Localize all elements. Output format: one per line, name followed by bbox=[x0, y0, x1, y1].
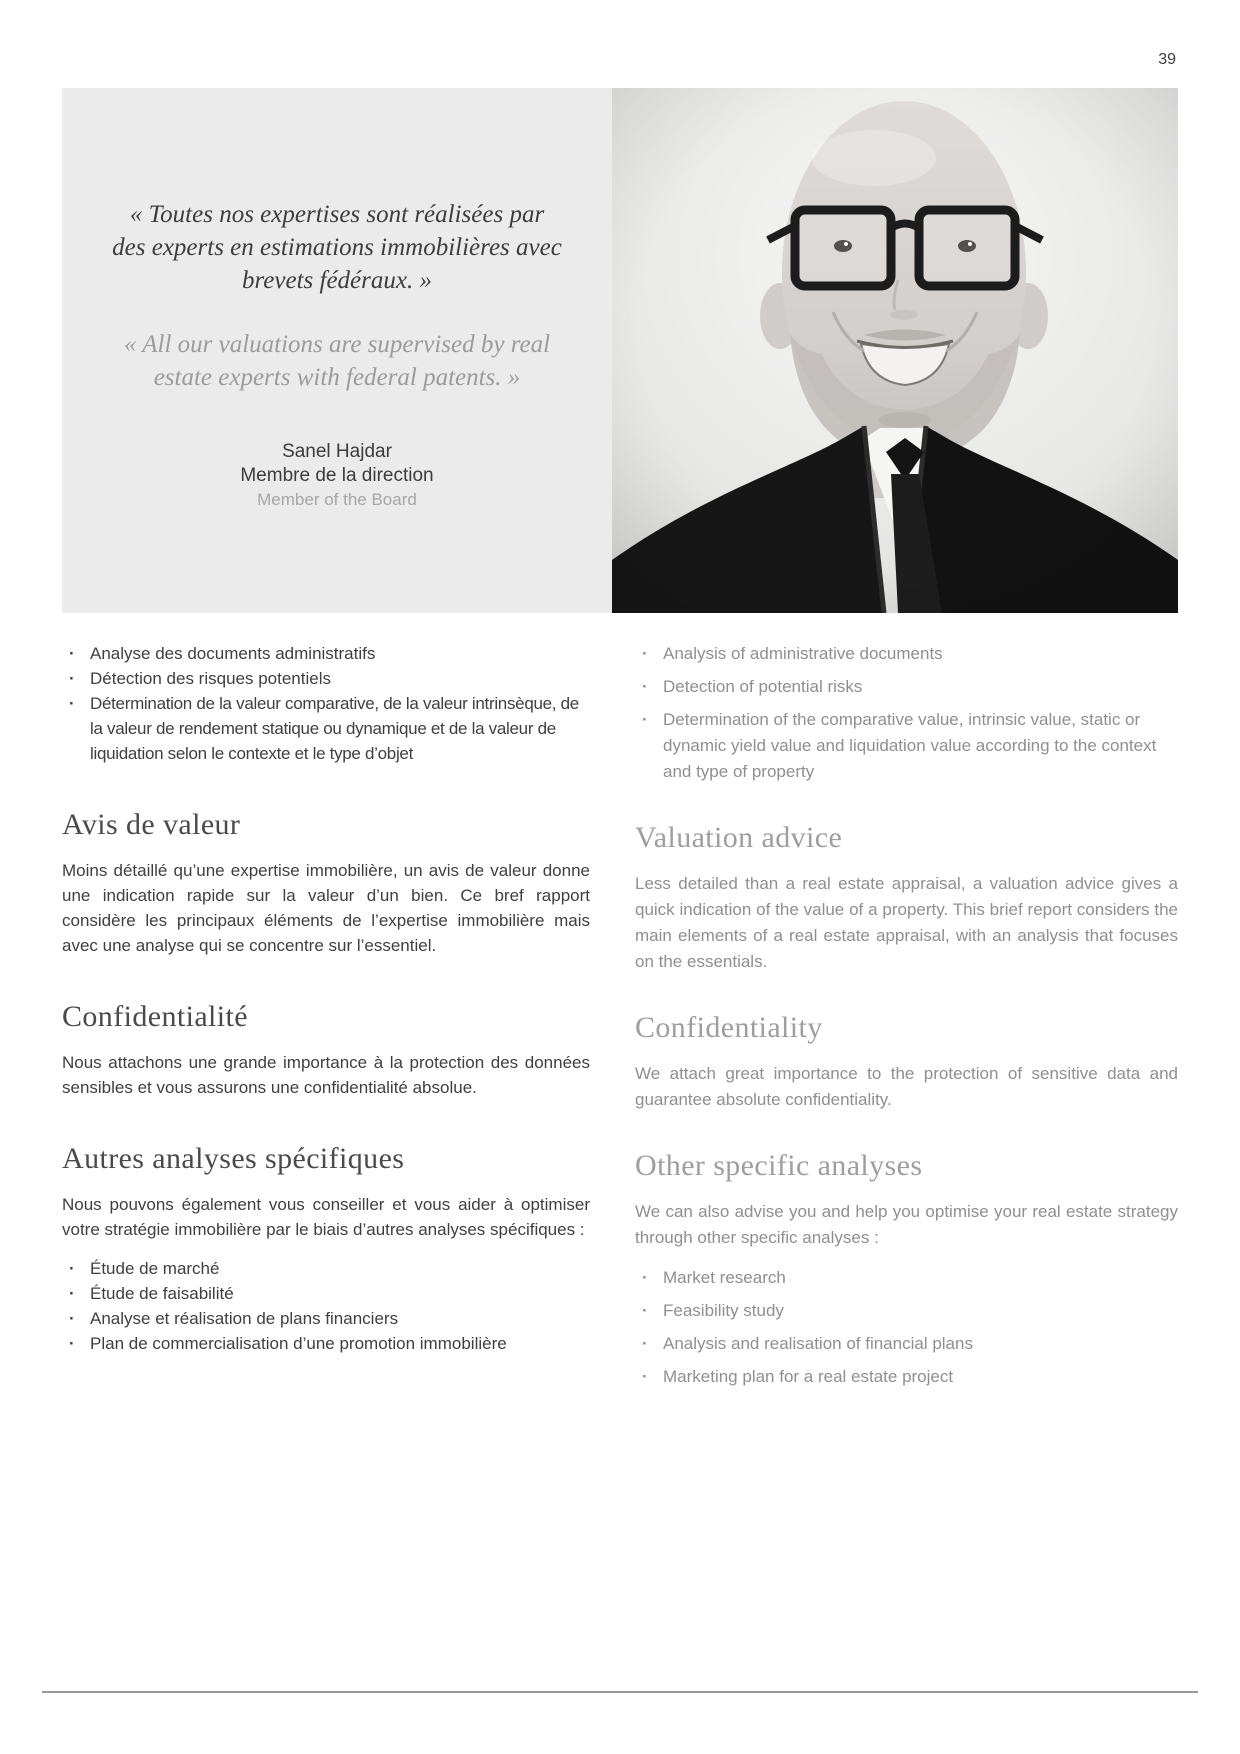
paragraph-valuation-advice: Less detailed than a real estate appraisal, a valuation advice gives a quick indication of the value of a property. This brief report considers the main elements of a real estate appraisal, with an analysis that focuses on the essentials. bbox=[635, 874, 1178, 971]
column-english bbox=[635, 641, 1178, 1397]
heading-other-specific-analyses: Other specific analyses bbox=[635, 1149, 923, 1182]
list-item: · Detection of potential risks bbox=[635, 674, 1178, 700]
list-item: · Détermination de la valeur comparative, de la valeur intrinsèque, de la valeur de rendement statique ou dynamique et de la valeur de liquidation selon le contexte et le type d’objet bbox=[62, 691, 590, 766]
list-item: · Détection des risques potentiels bbox=[62, 666, 590, 691]
intro-bullets-english bbox=[635, 641, 1178, 785]
list-item: · Marketing plan for a real estate project bbox=[635, 1364, 1178, 1390]
person-name: Sanel Hajdar bbox=[282, 441, 392, 462]
intro-bullets-french bbox=[62, 641, 590, 766]
list-item: · Feasibility study bbox=[635, 1298, 1178, 1324]
hero-quote-panel bbox=[62, 88, 612, 613]
content-columns bbox=[62, 641, 1178, 1397]
list-item: · Analysis of administrative documents bbox=[635, 641, 1178, 667]
quote-english: « All our valuations are supervised by real estate experts with federal patents. » bbox=[123, 331, 551, 391]
list-item: · Determination of the comparative value, intrinsic value, static or dynamic yield value and liquidation value according to the context and type of property bbox=[635, 707, 1178, 785]
person-block bbox=[240, 440, 433, 511]
list-item: · Analyse des documents administratifs bbox=[62, 641, 590, 666]
bullets-autres-analyses bbox=[62, 1256, 590, 1356]
list-item: · Étude de marché bbox=[62, 1256, 590, 1281]
list-item: · Analyse et réalisation de plans financiers bbox=[62, 1306, 590, 1331]
paragraph-confidentialite: Nous attachons une grande importance à la protection des données sensibles et vous assurons une confidentialité absolue. bbox=[62, 1053, 590, 1097]
hero-band bbox=[62, 88, 1178, 613]
person-role-english: Member of the Board bbox=[257, 490, 417, 509]
list-item: · Market research bbox=[635, 1265, 1178, 1291]
quote-french: « Toutes nos expertises sont réalisées par des experts en estimations immobilières avec brevets fédéraux. » bbox=[112, 201, 562, 294]
paragraph-confidentiality: We attach great importance to the protection of sensitive data and guarantee absolute confidentiality. bbox=[635, 1064, 1178, 1109]
heading-valuation-advice: Valuation advice bbox=[635, 821, 843, 854]
heading-avis-de-valeur: Avis de valeur bbox=[62, 808, 241, 841]
footer-rule bbox=[42, 1691, 1198, 1693]
heading-confidentiality: Confidentiality bbox=[635, 1011, 823, 1044]
column-french bbox=[62, 641, 590, 1397]
list-item: · Étude de faisabilité bbox=[62, 1281, 590, 1306]
paragraph-avis-de-valeur: Moins détaillé qu’une expertise immobilière, un avis de valeur donne une indication rapide sur la valeur d’un bien. Ce bref rapport considère les principaux éléments de l’expertise immobilière mais avec une analyse qui se concentre sur l’essentiel. bbox=[62, 861, 590, 955]
bullets-other-specific-analyses bbox=[635, 1265, 1178, 1390]
paragraph-other-specific-analyses: We can also advise you and help you optimise your real estate strategy through other specific analyses : bbox=[635, 1202, 1178, 1247]
list-item: · Analysis and realisation of financial plans bbox=[635, 1331, 1178, 1357]
heading-autres-analyses: Autres analyses spécifiques bbox=[62, 1142, 405, 1175]
heading-confidentialite: Confidentialité bbox=[62, 1000, 248, 1033]
page-number: 39 bbox=[1158, 51, 1176, 68]
person-role-french: Membre de la direction bbox=[240, 465, 434, 486]
paragraph-autres-analyses: Nous pouvons également vous conseiller et vous aider à optimiser votre stratégie immobilière par le biais d’autres analyses spécifiques : bbox=[62, 1195, 590, 1239]
list-item: · Plan de commercialisation d’une promotion immobilière bbox=[62, 1331, 590, 1356]
portrait-photo bbox=[612, 88, 1178, 613]
